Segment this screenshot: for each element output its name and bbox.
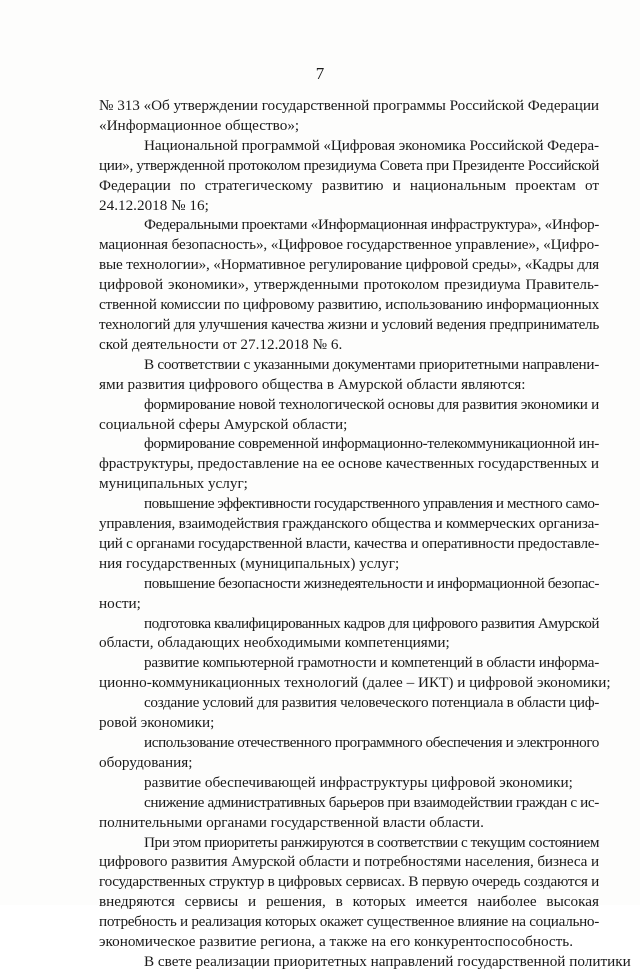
text-line: области, обладающих необходимыми компетенциями;	[99, 634, 450, 652]
text-line: государственных структур в цифровых сервисах. В первую очередь создаются и	[99, 873, 599, 891]
paragraph	[99, 793, 599, 833]
paragraph	[99, 355, 599, 395]
text-line: При этом приоритеты ранжируются в соответствии с текущим состоянием	[144, 833, 599, 851]
paragraph	[99, 653, 611, 693]
paragraph	[99, 395, 599, 435]
paragraph	[99, 136, 599, 216]
text-line: ции», утвержденной протоколом президиума Совета при Президенте Российской	[99, 156, 599, 174]
text-line: Федеральными проектами «Информационная инфраструктура», «Инфор-	[144, 216, 600, 234]
text-line: Федерации по стратегическому развитию и национальным проектам от	[99, 176, 599, 194]
text-line: развитие компьютерной грамотности и компетенций в области информа-	[144, 654, 599, 672]
paragraph	[99, 833, 599, 952]
text-line: технологий для улучшения качества жизни и условий ведения предприниматель	[99, 315, 599, 333]
page-number: 7	[315, 64, 325, 83]
paragraph	[99, 733, 599, 773]
paragraph	[99, 952, 631, 972]
text-line: формирование современной информационно-телекоммуникационной ин-	[144, 435, 599, 453]
text-line: социальной сферы Амурской области;	[99, 415, 348, 433]
text-line: потребность и реализация которых окажет существенное влияние на социально-	[99, 913, 599, 931]
text-line: фраструктуры, предоставление на ее основе качественных государственных и	[99, 455, 599, 473]
text-line: муниципальных услуг;	[99, 475, 248, 493]
text-line: ственной комиссии по цифровому развитию, использованию информационных	[99, 296, 599, 314]
text-line: управления, взаимодействия гражданского общества и коммерческих организа-	[99, 515, 599, 533]
paragraph	[99, 773, 599, 793]
text-line: формирование новой технологической основы для развития экономики и	[144, 395, 599, 413]
document-body	[99, 96, 631, 972]
text-line: В свете реализации приоритетных направлений государственной политики	[144, 952, 631, 970]
text-line: ности;	[99, 594, 141, 612]
paragraph	[99, 96, 599, 136]
text-line: развитие обеспечивающей инфраструктуры цифровой экономики;	[144, 773, 573, 791]
text-line: оборудования;	[99, 753, 193, 771]
text-line: 24.12.2018 № 16;	[99, 196, 209, 214]
text-line: ния государственных (муниципальных) услуг;	[99, 554, 400, 572]
text-line: «Информационное общество»;	[99, 116, 300, 134]
paragraph	[99, 614, 599, 654]
text-line: снижение административных барьеров при взаимодействии граждан с ис-	[144, 793, 599, 811]
text-line: использование отечественного программного обеспечения и электронного	[144, 734, 599, 751]
paragraph	[99, 215, 599, 354]
text-line: повышение безопасности жизнедеятельности и информационной безопас-	[144, 574, 599, 592]
text-line: ями развития цифрового общества в Амурской области являются:	[99, 375, 526, 393]
paragraph	[99, 494, 599, 574]
text-line: создание условий для развития человеческого потенциала в области циф-	[144, 694, 599, 712]
text-line: подготовка квалифицированных кадров для цифрового развития Амурской	[144, 614, 599, 632]
text-line: мационная безопасность», «Цифровое государственное управление», «Цифро-	[99, 236, 599, 254]
text-line: № 313 «Об утверждении государственной программы Российской Федерации	[99, 97, 599, 114]
text-line: ской деятельности от 27.12.2018 № 6.	[99, 335, 343, 353]
text-line: повышение эффективности государственного управления и местного само-	[144, 495, 599, 513]
text-line: внедряются сервисы и решения, в которых имеется наиболее высокая	[99, 893, 599, 911]
text-line: цифровой экономики», утвержденными протоколом президиума Правитель-	[99, 276, 599, 294]
text-line: ций с органами государственной власти, качества и оперативности предоставле-	[99, 534, 599, 552]
text-line: вые технологии», «Нормативное регулирование цифровой среды», «Кадры для	[99, 256, 599, 274]
text-line: В соответствии с указанными документами приоритетными направлени-	[144, 355, 599, 373]
text-line: ровой экономики;	[99, 714, 215, 732]
text-line: экономическое развитие региона, а также на его конкурентоспособность.	[99, 933, 574, 951]
paragraph	[99, 574, 599, 614]
text-line: полнительными органами государственной власти области.	[99, 813, 484, 831]
paragraph	[99, 693, 599, 733]
paragraph	[99, 434, 599, 494]
text-line: ционно-коммуникационных технологий (далее – ИКТ) и цифровой экономики;	[99, 674, 611, 692]
text-line: цифрового развития Амурской области и потребностями населения, бизнеса и	[99, 853, 599, 871]
text-line: Национальной программой «Цифровая экономика Российской Федера-	[144, 136, 599, 154]
